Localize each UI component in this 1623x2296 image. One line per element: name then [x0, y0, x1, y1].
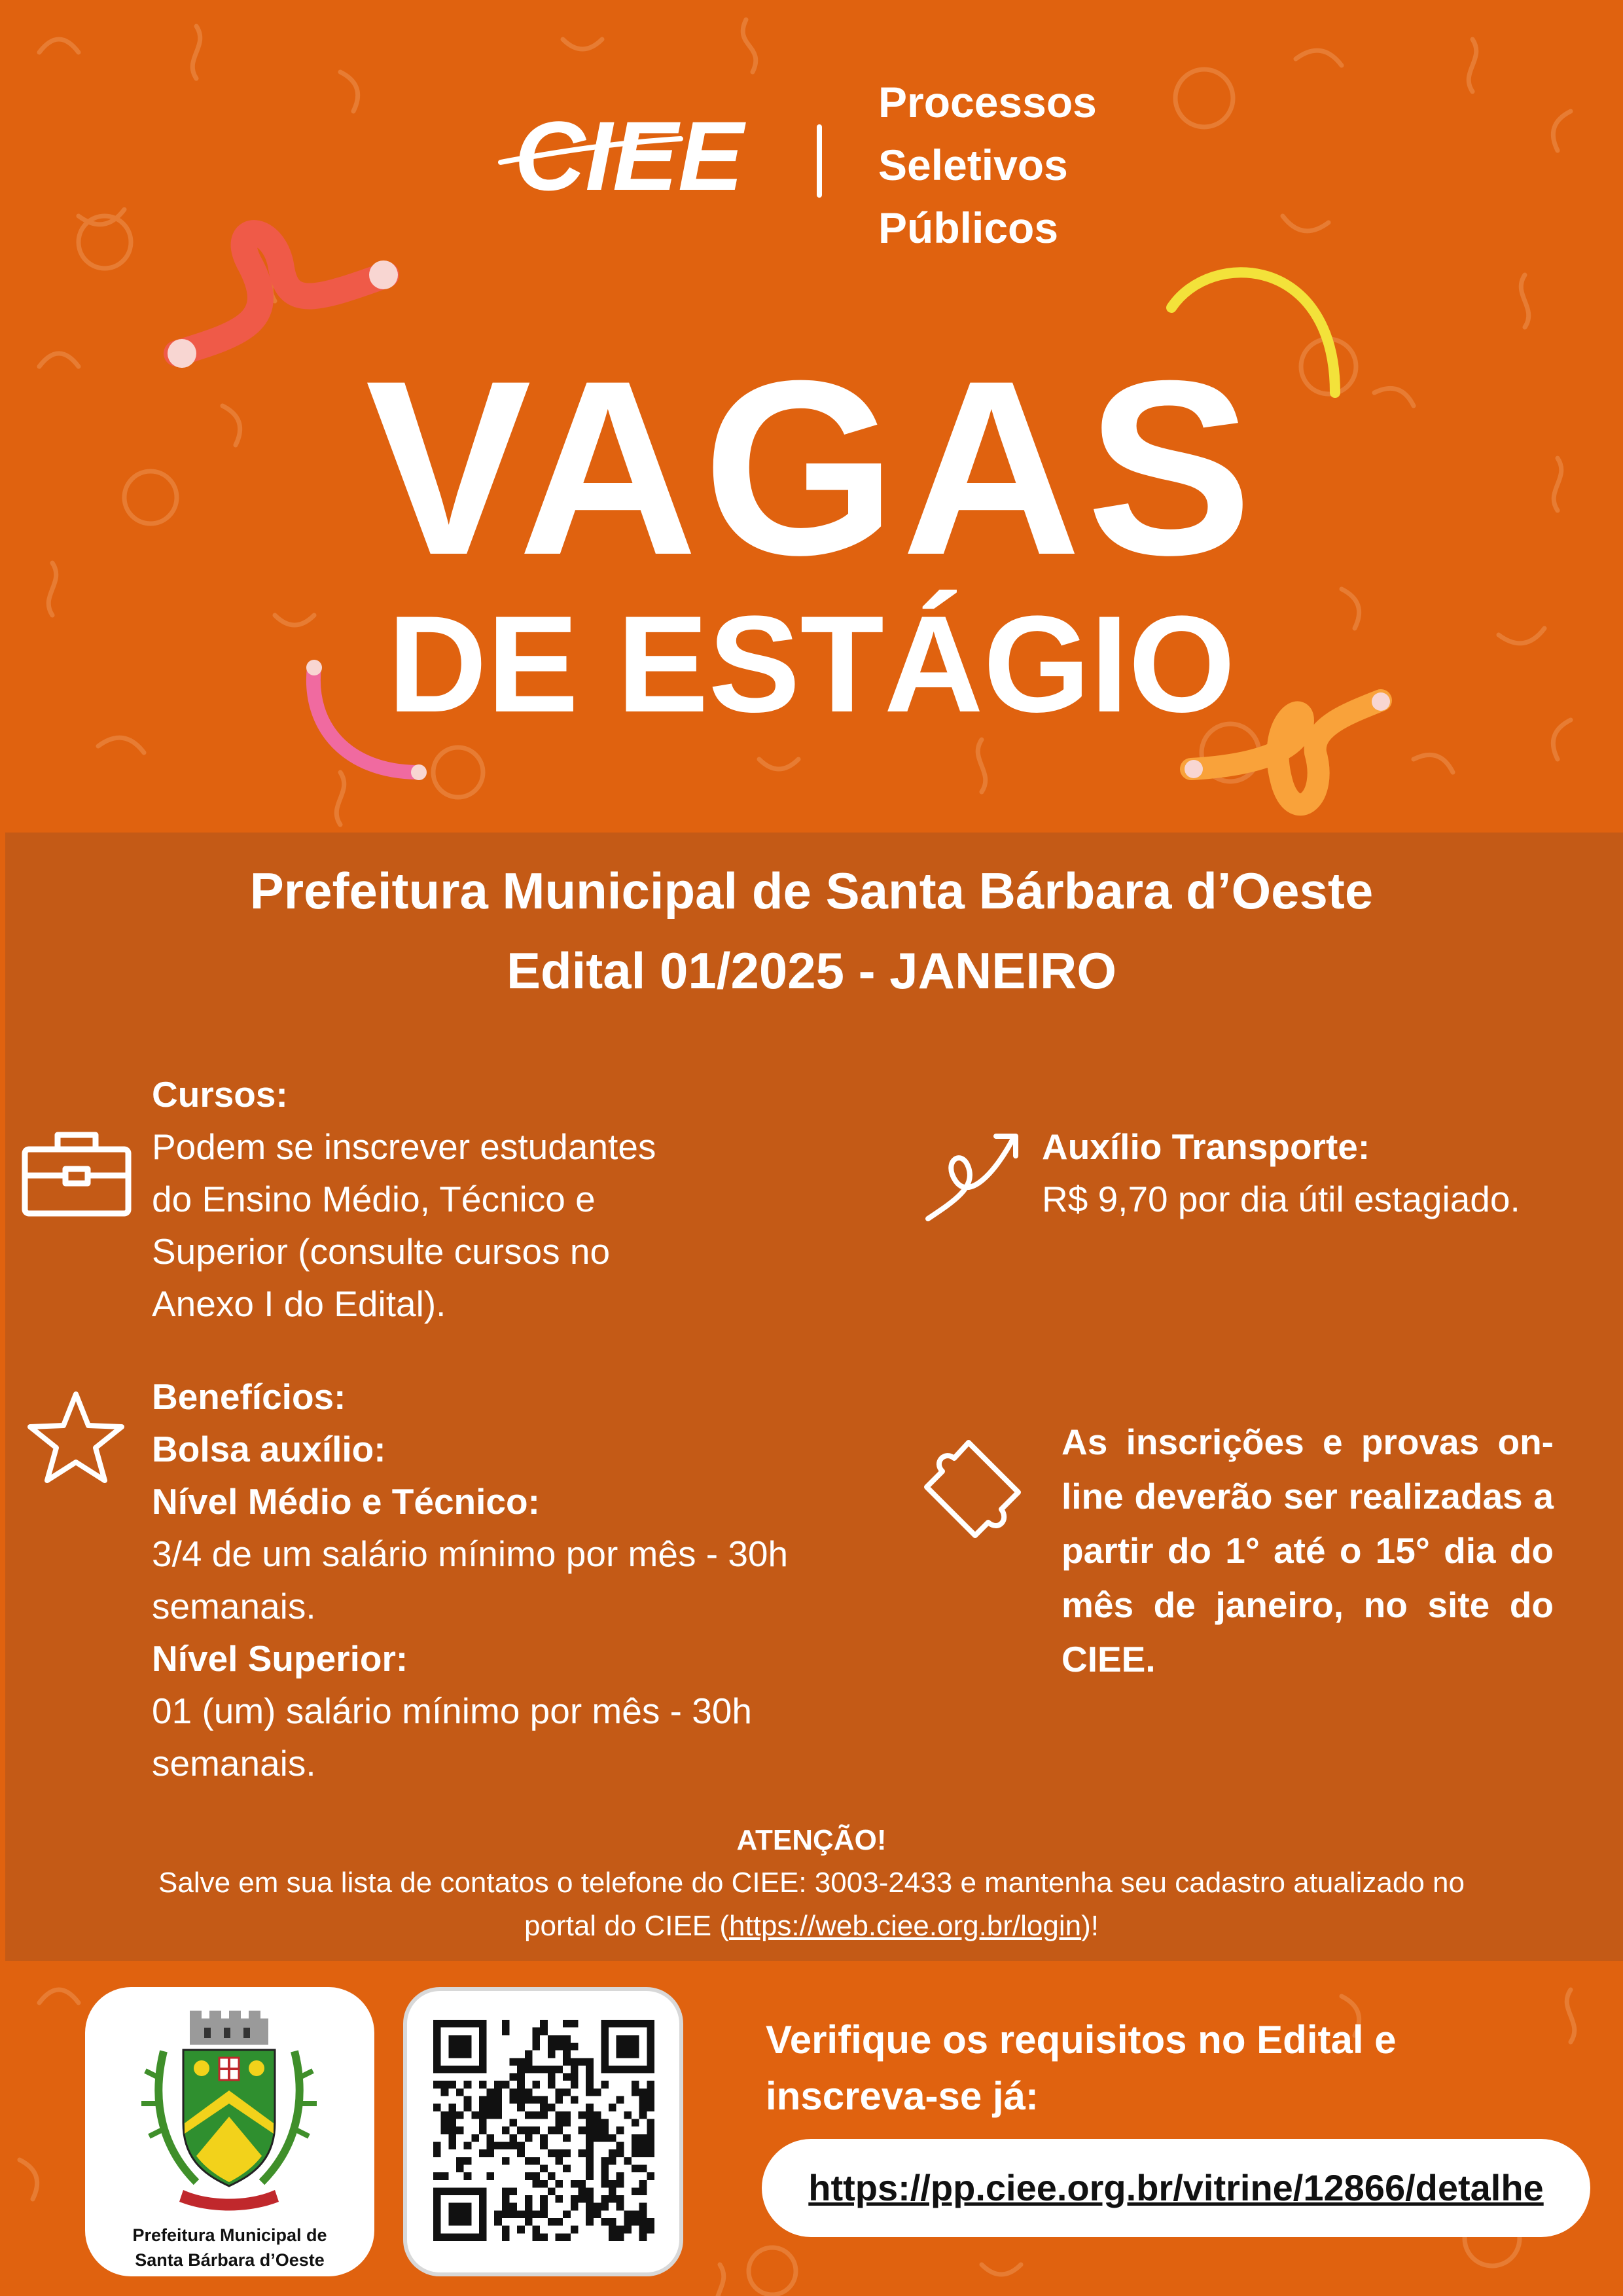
- logo-text: CIEE: [514, 101, 744, 209]
- superior-line-1: 01 (um) salário mínimo por mês - 30h: [152, 1691, 752, 1731]
- transporte-title: Auxílio Transporte:: [1042, 1126, 1370, 1167]
- title-sub: DE ESTÁGIO: [387, 587, 1236, 741]
- attention-text-after: )!: [1081, 1910, 1099, 1942]
- edital-title: Edital 01/2025 - JANEIRO: [506, 942, 1117, 999]
- medio-title: Nível Médio e Técnico:: [152, 1481, 540, 1522]
- arrow-loop-icon: [923, 1122, 1027, 1227]
- attention-text-before: Salve em sua lista de contatos o telefone do CIEE: 3003-2433 e mantenha seu cadastro atualizado no portal do CIEE (: [158, 1867, 1465, 1942]
- transporte-text: R$ 9,70 por dia útil estagiado.: [1042, 1179, 1520, 1219]
- superior-line-2: semanais.: [152, 1743, 316, 1784]
- tagline-line-1: Processos: [878, 78, 1097, 126]
- cursos-line-4: Anexo I do Edital).: [152, 1283, 446, 1324]
- star-icon: [24, 1388, 128, 1492]
- inscricoes-text: As inscrições e provas on-line deverão ser realizadas a partir do 1° até o 15° dia do mês de janeiro, no site do CIEE.: [1061, 1422, 1554, 1679]
- cta-line-2: inscreva-se já:: [766, 2074, 1039, 2118]
- attention-text: [144, 1861, 1479, 1948]
- superior-title: Nível Superior:: [152, 1638, 408, 1679]
- attention-title: ATENÇÃO!: [736, 1824, 887, 1856]
- cursos-line-2: do Ensino Médio, Técnico e: [152, 1179, 596, 1219]
- seal-caption: [98, 2223, 361, 2272]
- cta-line-1: Verifique os requisitos no Edital e: [766, 2018, 1397, 2062]
- beneficios-section: [152, 1371, 904, 1789]
- ciee-login-link[interactable]: https://web.ciee.org.br/login: [729, 1910, 1082, 1942]
- cursos-title: Cursos:: [152, 1074, 288, 1115]
- vitrine-url-link[interactable]: https://pp.ciee.org.br/vitrine/12866/detalhe: [808, 2167, 1544, 2208]
- transporte-section: [1042, 1121, 1592, 1225]
- tagline-line-2: Seletivos: [878, 141, 1068, 189]
- cursos-section: [152, 1068, 904, 1330]
- bolsa-title: Bolsa auxílio:: [152, 1429, 386, 1469]
- briefcase-icon: [21, 1130, 132, 1219]
- seal-caption-line-2: Santa Bárbara d’Oeste: [135, 2250, 325, 2270]
- organization-name: Prefeitura Municipal de Santa Bárbara d’Oeste: [249, 862, 1374, 920]
- cta-text: [766, 2012, 1551, 2125]
- cursos-line-1: Podem se inscrever estudantes: [152, 1126, 656, 1167]
- beneficios-title: Benefícios:: [152, 1376, 346, 1417]
- tagline-line-3: Públicos: [878, 204, 1059, 252]
- cursos-line-3: Superior (consulte cursos no: [152, 1231, 611, 1272]
- header-tagline: [878, 71, 1219, 259]
- municipal-coat-of-arms-icon: [124, 2005, 334, 2214]
- seal-caption-line-1: Prefeitura Municipal de: [132, 2225, 327, 2245]
- medio-line-2: semanais.: [152, 1586, 316, 1626]
- qr-code-icon[interactable]: [433, 2020, 654, 2241]
- header-divider: [817, 124, 822, 198]
- title-main: VAGAS: [365, 329, 1258, 607]
- puzzle-icon: [923, 1433, 1027, 1538]
- medio-line-1: 3/4 de um salário mínimo por mês - 30h: [152, 1534, 789, 1574]
- ciee-logo: [497, 79, 772, 209]
